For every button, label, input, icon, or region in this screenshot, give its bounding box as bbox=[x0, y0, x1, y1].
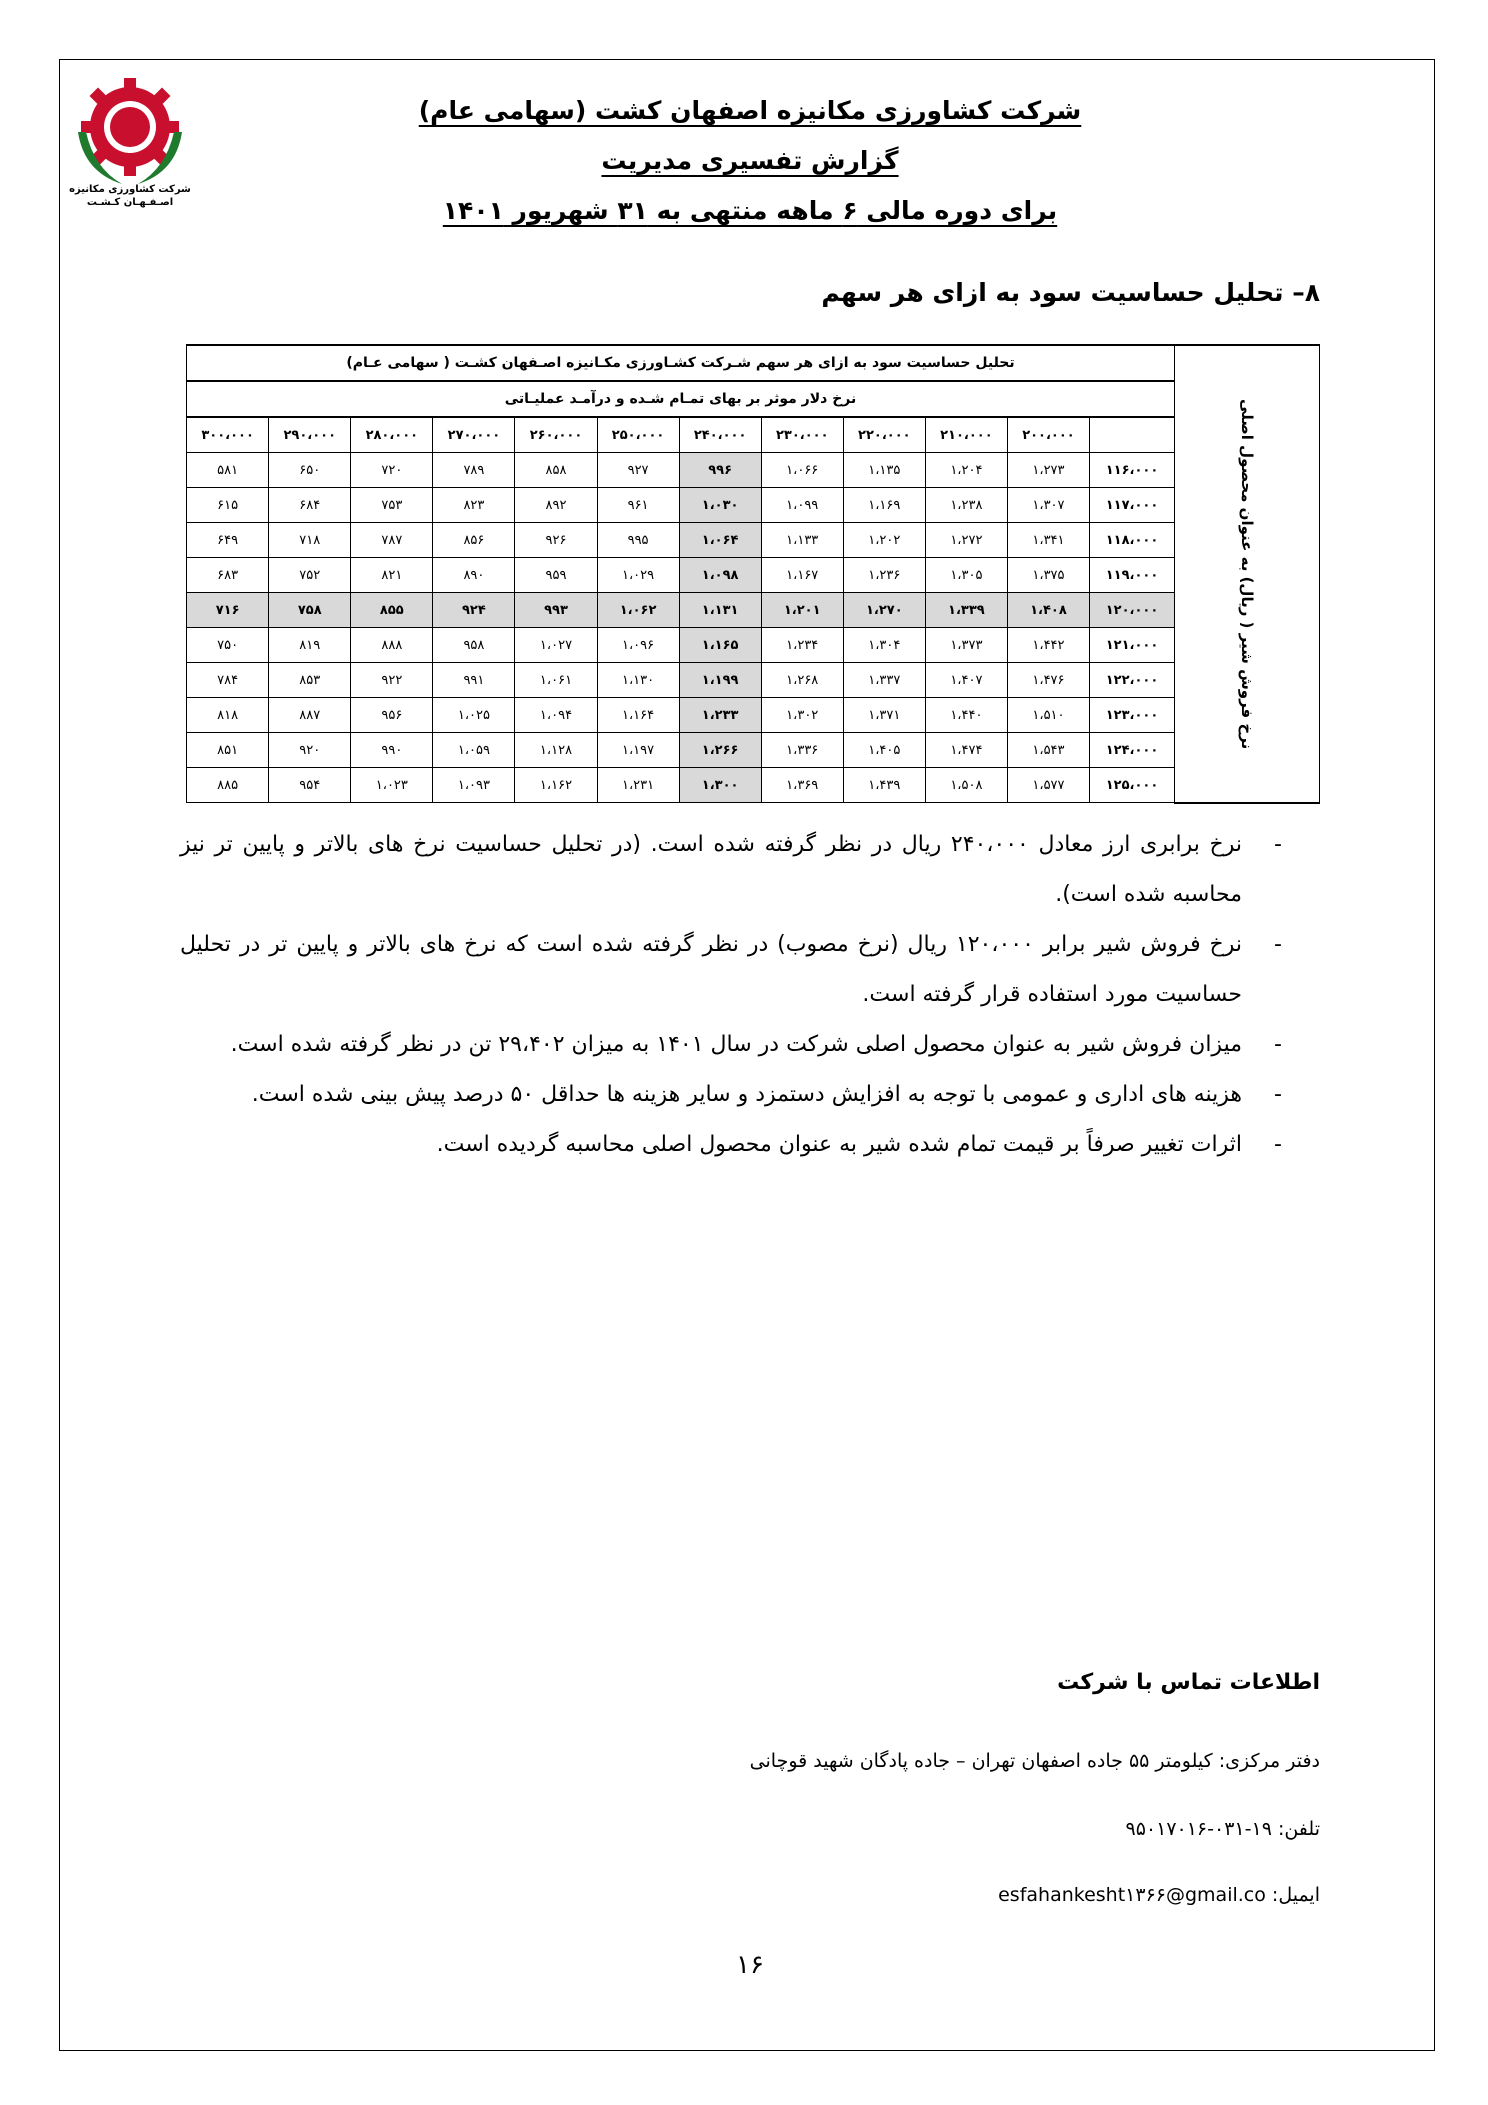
table-cell: ۱،۳۰۵ bbox=[925, 558, 1007, 593]
table-cell: ۹۲۶ bbox=[515, 523, 597, 558]
table-cell: ۱،۱۶۵ bbox=[679, 628, 761, 663]
table-cell: ۷۵۳ bbox=[351, 488, 433, 523]
table-row bbox=[187, 698, 1320, 733]
table-cell: ۱،۲۷۲ bbox=[925, 523, 1007, 558]
table-cell: ۱،۴۷۴ bbox=[925, 733, 1007, 768]
table-side-label-cell bbox=[1175, 345, 1320, 803]
table-cell: ۱،۰۳۰ bbox=[679, 488, 761, 523]
table-subtitle: نرخ دلار موثر بر بهای تمـام شـده و درآمـد عملیـاتی bbox=[187, 381, 1175, 417]
table-cell: ۹۹۰ bbox=[351, 733, 433, 768]
table-cell: ۹۲۰ bbox=[269, 733, 351, 768]
table-cell: ۶۱۵ bbox=[187, 488, 269, 523]
table-cell: ۱،۰۹۳ bbox=[433, 768, 515, 803]
table-title-row bbox=[187, 345, 1320, 381]
table-cell: ۱،۱۳۰ bbox=[597, 663, 679, 698]
sensitivity-table bbox=[186, 344, 1320, 804]
table-cell: ۱،۳۴۱ bbox=[1007, 523, 1089, 558]
row-label: ۱۱۷،۰۰۰ bbox=[1090, 488, 1175, 523]
table-cell: ۶۸۳ bbox=[187, 558, 269, 593]
contact-title: اطلاعات تماس با شرکت bbox=[1057, 1670, 1320, 1695]
note-item: - نرخ برابری ارز معادل ۲۴۰،۰۰۰ ریال در نظر گرفته شده است. (در تحلیل حساسیت نرخ های بالاتر و پایین تر نیز محاسبه شده است). bbox=[180, 820, 1288, 920]
table-cell: ۶۴۹ bbox=[187, 523, 269, 558]
table-cell: ۱،۴۴۰ bbox=[925, 698, 1007, 733]
table-cell: ۱،۰۹۸ bbox=[679, 558, 761, 593]
table-cell: ۱،۱۹۹ bbox=[679, 663, 761, 698]
table-row bbox=[187, 663, 1320, 698]
table-cell: ۸۹۰ bbox=[433, 558, 515, 593]
logo-caption bbox=[62, 183, 198, 209]
table-cell: ۱،۴۰۸ bbox=[1007, 593, 1089, 628]
notes-list bbox=[180, 820, 1288, 1170]
note-item: - اثرات تغییر صرفاً بر قیمت تمام شده شیر به عنوان محصول اصلی محاسبه گردیده است. bbox=[180, 1120, 1288, 1170]
period-title: برای دوره مالی ۶ ماهه منتهی به ۳۱ شهریور ۱۴۰۱ bbox=[442, 196, 1058, 225]
table-cell: ۱،۱۶۷ bbox=[761, 558, 843, 593]
table-cell: ۹۹۵ bbox=[597, 523, 679, 558]
table-cell: ۱،۲۶۶ bbox=[679, 733, 761, 768]
table-cell: ۹۵۹ bbox=[515, 558, 597, 593]
table-cell: ۷۸۹ bbox=[433, 453, 515, 488]
table-cell: ۹۵۶ bbox=[351, 698, 433, 733]
table-cell: ۱،۱۹۷ bbox=[597, 733, 679, 768]
table-cell: ۱،۰۲۵ bbox=[433, 698, 515, 733]
column-header: ۲۳۰،۰۰۰ bbox=[761, 417, 843, 453]
table-corner-cell bbox=[1090, 417, 1175, 453]
column-header: ۲۱۰،۰۰۰ bbox=[925, 417, 1007, 453]
table-cell: ۸۹۲ bbox=[515, 488, 597, 523]
table-cell: ۸۲۱ bbox=[351, 558, 433, 593]
table-cell: ۱،۴۷۶ bbox=[1007, 663, 1089, 698]
logo-caption-line2: اصـفـهـان کـشـت bbox=[86, 197, 174, 208]
report-title: گزارش تفسیری مدیریت bbox=[601, 146, 899, 175]
table-cell: ۹۹۶ bbox=[679, 453, 761, 488]
table-cell: ۱،۰۲۹ bbox=[597, 558, 679, 593]
table-cell: ۹۲۷ bbox=[597, 453, 679, 488]
table-row bbox=[187, 628, 1320, 663]
table-cell: ۹۶۱ bbox=[597, 488, 679, 523]
column-header: ۲۷۰،۰۰۰ bbox=[433, 417, 515, 453]
table-cell: ۷۸۴ bbox=[187, 663, 269, 698]
row-label: ۱۲۱،۰۰۰ bbox=[1090, 628, 1175, 663]
table-cell: ۱،۲۶۸ bbox=[761, 663, 843, 698]
table-cell: ۸۸۷ bbox=[269, 698, 351, 733]
table-cell: ۱،۰۶۲ bbox=[597, 593, 679, 628]
table-cell: ۷۱۶ bbox=[187, 593, 269, 628]
table-cell: ۱،۲۳۸ bbox=[925, 488, 1007, 523]
table-cell: ۱،۱۳۵ bbox=[843, 453, 925, 488]
table-cell: ۱،۳۰۷ bbox=[1007, 488, 1089, 523]
table-cell: ۷۵۲ bbox=[269, 558, 351, 593]
table-cell: ۱،۳۳۷ bbox=[843, 663, 925, 698]
table-row bbox=[187, 733, 1320, 768]
table-cell: ۱،۴۰۵ bbox=[843, 733, 925, 768]
contact-address: دفتر مرکزی: کیلومتر ۵۵ جاده اصفهان تهران – جاده پادگان شهید قوچانی bbox=[749, 1750, 1320, 1772]
table-cell: ۱،۰۹۹ bbox=[761, 488, 843, 523]
table-cell: ۱،۰۹۴ bbox=[515, 698, 597, 733]
note-item: - نرخ فروش شیر برابر ۱۲۰،۰۰۰ ریال (نرخ مصوب) در نظر گرفته شده است که نرخ های بالاتر و پایین تر در تحلیل حساسیت مورد استفاده قرار گرفته است. bbox=[180, 920, 1288, 1020]
logo-caption-line1: شرکت کشاورزی مکانیزه bbox=[69, 184, 191, 195]
section-title: ۸– تحلیل حساسیت سود به ازای هر سهم bbox=[821, 278, 1320, 307]
table-cell: ۸۱۹ bbox=[269, 628, 351, 663]
table-title: تحلیل حساسیت سود به ازای هر سهم شـرکت کشـاورزی مکـانیزه اصـفهان کشـت ( سهامی عـام) bbox=[187, 345, 1175, 381]
table-cell: ۷۸۷ bbox=[351, 523, 433, 558]
column-header: ۲۰۰،۰۰۰ bbox=[1007, 417, 1089, 453]
table-cell: ۱،۰۹۶ bbox=[597, 628, 679, 663]
table-cell: ۱،۴۳۹ bbox=[843, 768, 925, 803]
row-label: ۱۱۸،۰۰۰ bbox=[1090, 523, 1175, 558]
table-cell: ۱،۳۰۰ bbox=[679, 768, 761, 803]
table-cell: ۱،۳۷۱ bbox=[843, 698, 925, 733]
column-header: ۲۵۰،۰۰۰ bbox=[597, 417, 679, 453]
table-side-label: نرخ فروش شیر ( ریال) به عنوان محصول اصلی bbox=[1238, 398, 1256, 749]
table-cell: ۱،۱۳۱ bbox=[679, 593, 761, 628]
table-cell: ۱،۲۳۳ bbox=[679, 698, 761, 733]
table-cell: ۷۵۸ bbox=[269, 593, 351, 628]
table-cell: ۱،۰۲۷ bbox=[515, 628, 597, 663]
contact-email: ایمیل: esfahankesht۱۳۶۶@gmail.co bbox=[998, 1884, 1320, 1906]
table-cell: ۱،۳۳۶ bbox=[761, 733, 843, 768]
table-cell: ۱،۳۰۴ bbox=[843, 628, 925, 663]
table-cell: ۶۵۰ bbox=[269, 453, 351, 488]
table-cell: ۱،۵۰۸ bbox=[925, 768, 1007, 803]
table-cell: ۷۵۰ bbox=[187, 628, 269, 663]
table-cell: ۱،۲۰۱ bbox=[761, 593, 843, 628]
table-subtitle-row bbox=[187, 381, 1320, 417]
table-cell: ۹۲۲ bbox=[351, 663, 433, 698]
table-cell: ۱،۱۶۴ bbox=[597, 698, 679, 733]
table-row bbox=[187, 768, 1320, 803]
contact-phone: تلفن: ۱۹-۰۳۱-۹۵۰۱۷۰۱۶ bbox=[1125, 1818, 1320, 1840]
row-label: ۱۲۳،۰۰۰ bbox=[1090, 698, 1175, 733]
table-row bbox=[187, 488, 1320, 523]
table-cell: ۸۸۸ bbox=[351, 628, 433, 663]
table-cell: ۸۵۱ bbox=[187, 733, 269, 768]
table-row bbox=[187, 523, 1320, 558]
table-cell: ۱،۰۶۴ bbox=[679, 523, 761, 558]
table-cell: ۱،۵۷۷ bbox=[1007, 768, 1089, 803]
table-cell: ۹۵۸ bbox=[433, 628, 515, 663]
table-cell: ۱،۰۶۶ bbox=[761, 453, 843, 488]
table-cell: ۱،۳۳۹ bbox=[925, 593, 1007, 628]
table-cell: ۱،۰۲۳ bbox=[351, 768, 433, 803]
column-header: ۲۶۰،۰۰۰ bbox=[515, 417, 597, 453]
table-cell: ۹۵۴ bbox=[269, 768, 351, 803]
table-cell: ۸۵۳ bbox=[269, 663, 351, 698]
page-number: ۱۶ bbox=[736, 1950, 764, 1980]
row-label: ۱۲۰،۰۰۰ bbox=[1090, 593, 1175, 628]
table-cell: ۸۸۵ bbox=[187, 768, 269, 803]
table-cell: ۱،۲۳۱ bbox=[597, 768, 679, 803]
column-header: ۲۲۰،۰۰۰ bbox=[843, 417, 925, 453]
table-cell: ۱،۲۰۴ bbox=[925, 453, 1007, 488]
table-cell: ۸۵۸ bbox=[515, 453, 597, 488]
column-header: ۲۹۰،۰۰۰ bbox=[269, 417, 351, 453]
table-cell: ۱،۵۴۳ bbox=[1007, 733, 1089, 768]
table-cell: ۸۱۸ bbox=[187, 698, 269, 733]
table-cell: ۸۵۵ bbox=[351, 593, 433, 628]
table-cell: ۱،۲۷۰ bbox=[843, 593, 925, 628]
table-row bbox=[187, 453, 1320, 488]
table-cell: ۹۲۴ bbox=[433, 593, 515, 628]
table-cell: ۸۵۶ bbox=[433, 523, 515, 558]
column-header: ۲۸۰،۰۰۰ bbox=[351, 417, 433, 453]
table-cell: ۸۲۳ bbox=[433, 488, 515, 523]
row-label: ۱۲۴،۰۰۰ bbox=[1090, 733, 1175, 768]
table-cell: ۱،۱۳۳ bbox=[761, 523, 843, 558]
table-cell: ۱،۱۶۲ bbox=[515, 768, 597, 803]
table-cell: ۱،۵۱۰ bbox=[1007, 698, 1089, 733]
table-cell: ۶۸۴ bbox=[269, 488, 351, 523]
table-cell: ۱،۱۲۸ bbox=[515, 733, 597, 768]
row-label: ۱۱۹،۰۰۰ bbox=[1090, 558, 1175, 593]
table-cell: ۷۱۸ bbox=[269, 523, 351, 558]
note-item: - میزان فروش شیر به عنوان محصول اصلی شرکت در سال ۱۴۰۱ به میزان ۲۹،۴۰۲ تن در نظر گرفته شده است. bbox=[180, 1020, 1288, 1070]
table-row bbox=[187, 593, 1320, 628]
table-cell: ۱،۲۰۲ bbox=[843, 523, 925, 558]
table-cell: ۱،۳۷۳ bbox=[925, 628, 1007, 663]
table-cell: ۱،۴۴۲ bbox=[1007, 628, 1089, 663]
row-label: ۱۲۲،۰۰۰ bbox=[1090, 663, 1175, 698]
table-cell: ۱،۰۵۹ bbox=[433, 733, 515, 768]
table-row bbox=[187, 558, 1320, 593]
table-cell: ۹۹۳ bbox=[515, 593, 597, 628]
table-header-row bbox=[187, 417, 1320, 453]
table-cell: ۵۸۱ bbox=[187, 453, 269, 488]
table-cell: ۹۹۱ bbox=[433, 663, 515, 698]
table-cell: ۱،۲۷۳ bbox=[1007, 453, 1089, 488]
table-cell: ۱،۳۰۲ bbox=[761, 698, 843, 733]
column-header: ۳۰۰،۰۰۰ bbox=[187, 417, 269, 453]
table-cell: ۱،۲۳۴ bbox=[761, 628, 843, 663]
table-cell: ۱،۴۰۷ bbox=[925, 663, 1007, 698]
note-item: - هزینه های اداری و عمومی با توجه به افزایش دستمزد و سایر هزینه ها حداقل ۵۰ درصد پیش بینی شده است. bbox=[180, 1070, 1288, 1120]
table-cell: ۱،۲۳۶ bbox=[843, 558, 925, 593]
row-label: ۱۱۶،۰۰۰ bbox=[1090, 453, 1175, 488]
table-cell: ۱،۳۶۹ bbox=[761, 768, 843, 803]
column-header: ۲۴۰،۰۰۰ bbox=[679, 417, 761, 453]
table-cell: ۱،۳۷۵ bbox=[1007, 558, 1089, 593]
table-cell: ۱،۰۶۱ bbox=[515, 663, 597, 698]
company-title: شرکت کشاورزی مکانیزه اصفهان کشت (سهامی عام) bbox=[418, 96, 1082, 125]
row-label: ۱۲۵،۰۰۰ bbox=[1090, 768, 1175, 803]
table-cell: ۷۲۰ bbox=[351, 453, 433, 488]
table-cell: ۱،۱۶۹ bbox=[843, 488, 925, 523]
